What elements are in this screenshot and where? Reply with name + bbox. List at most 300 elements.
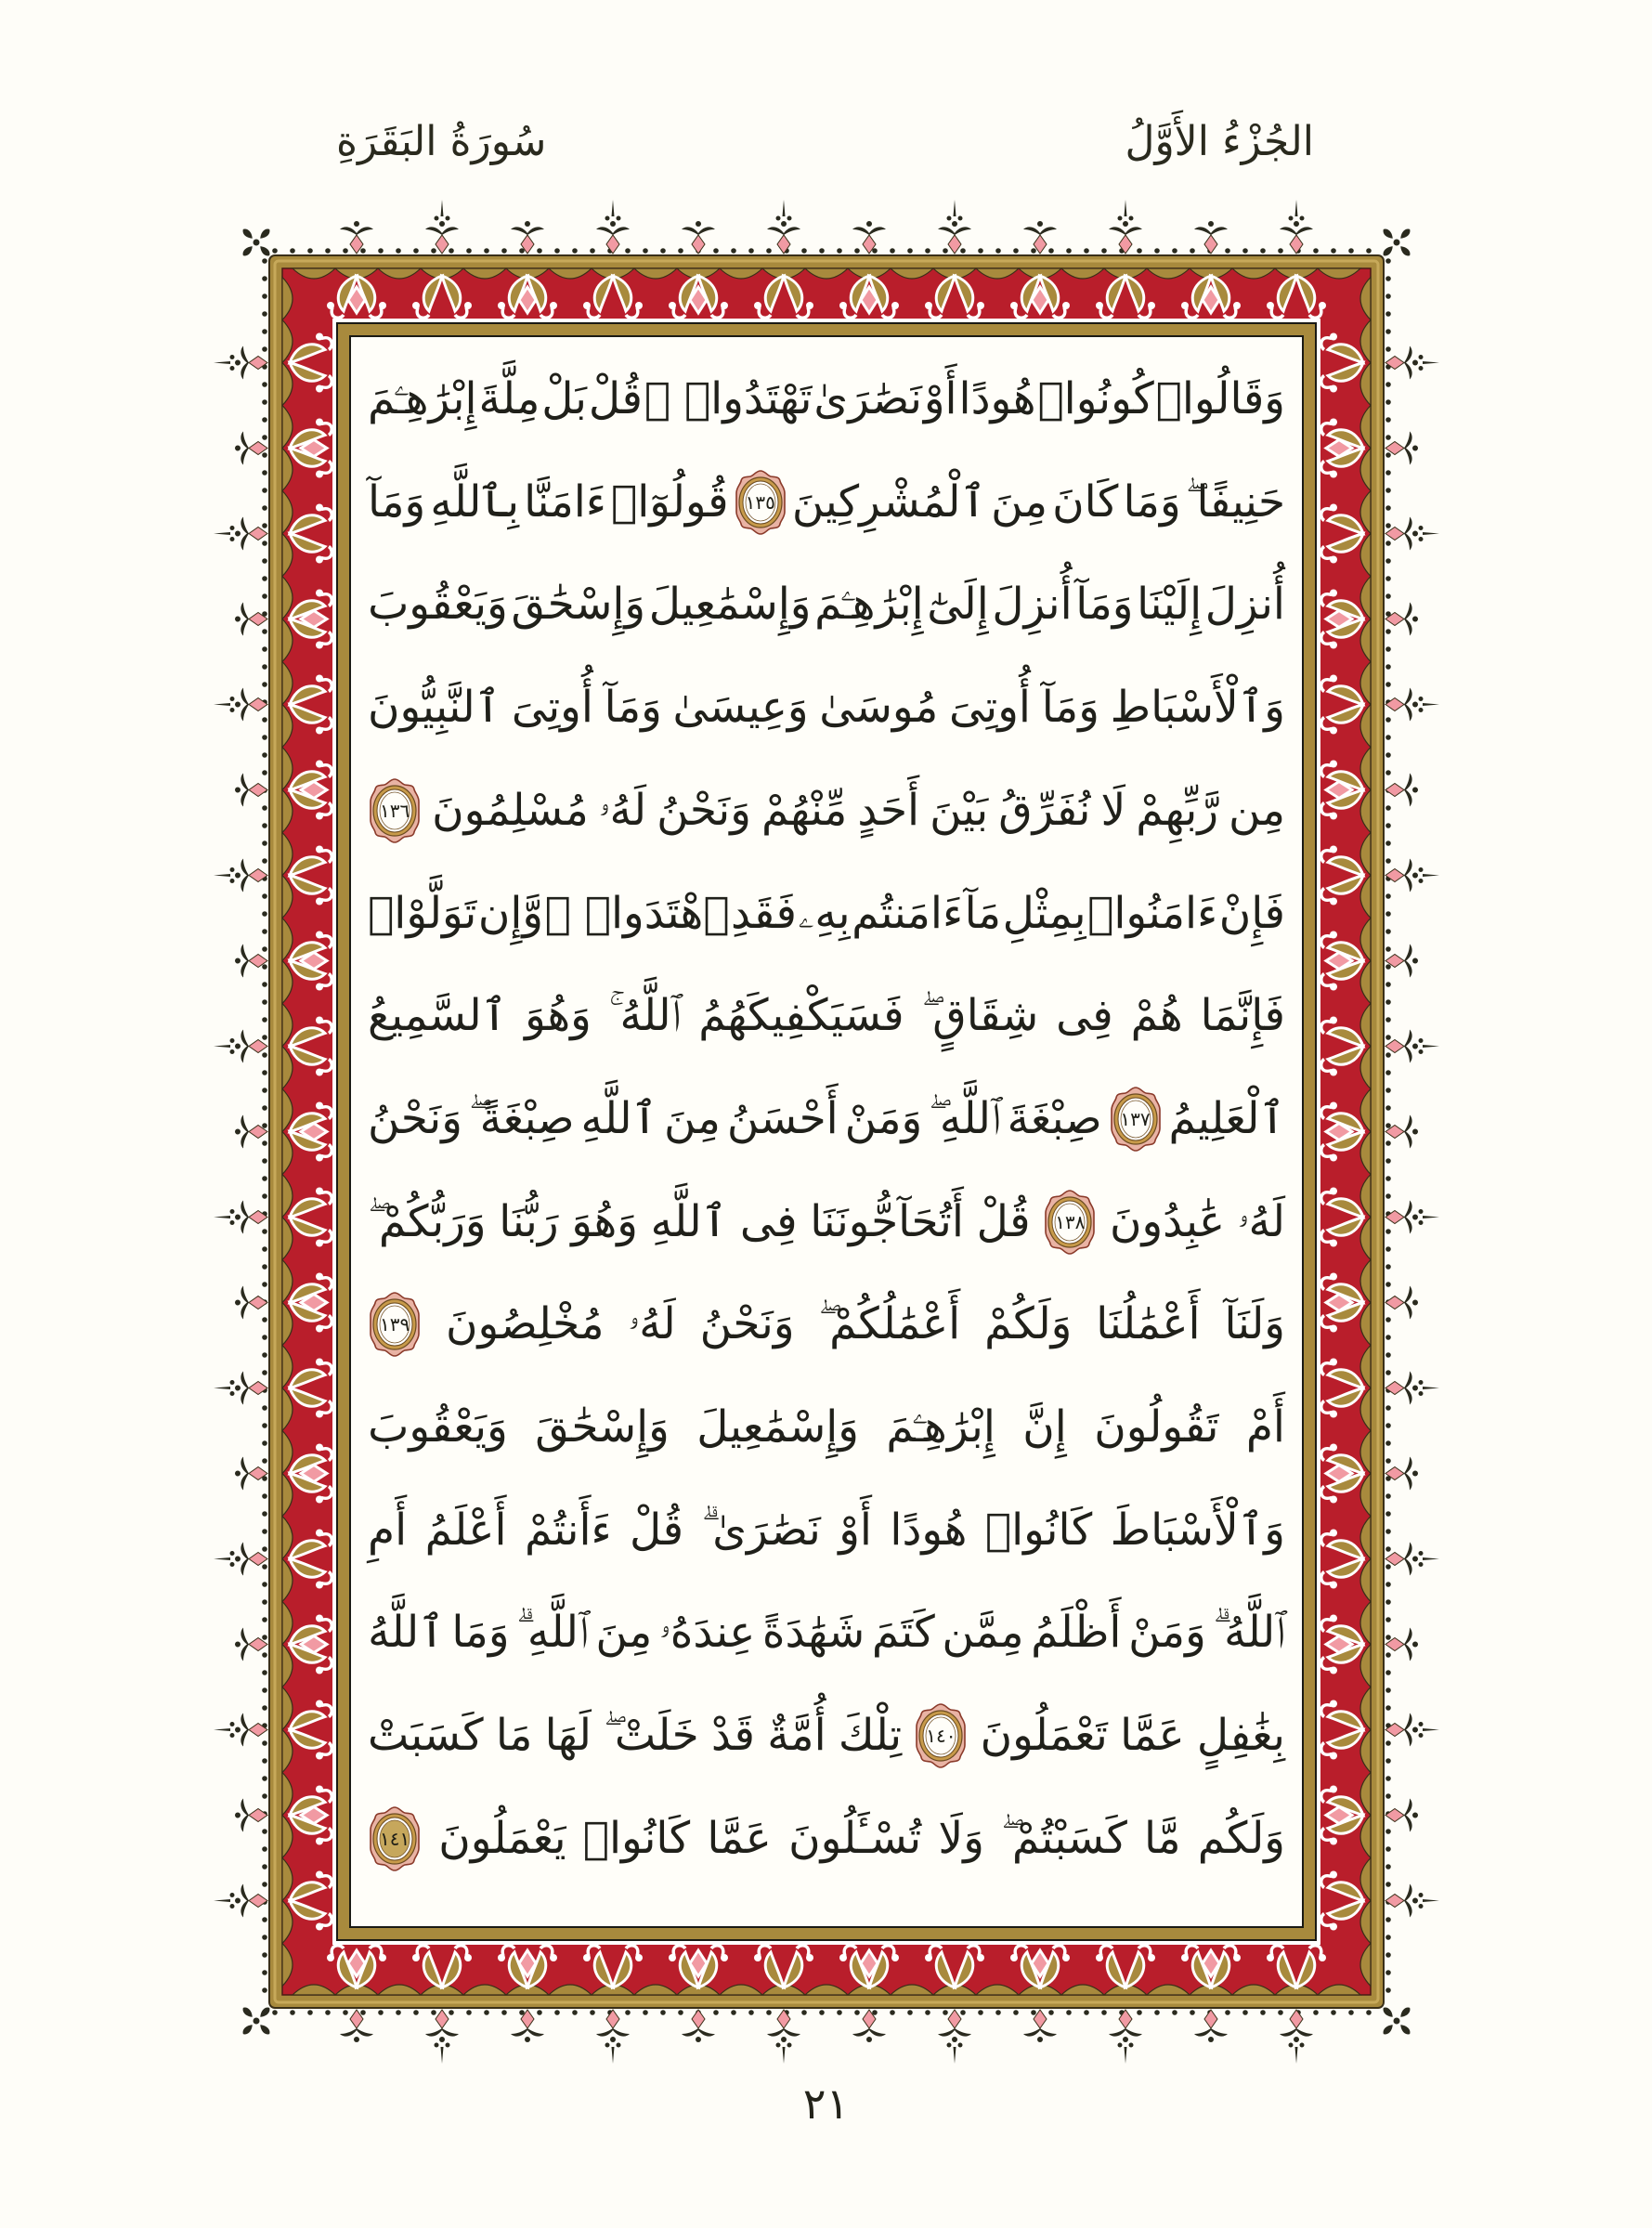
border-dot	[1385, 1793, 1391, 1799]
text-line	[368, 1582, 1285, 1684]
border-dot	[262, 1158, 267, 1164]
word: أَحْسَنُ	[726, 1092, 839, 1144]
pendant-ornament	[1385, 1201, 1439, 1234]
word: لَا	[1100, 784, 1126, 836]
border-dot	[1048, 248, 1054, 254]
word: وَإِسْمَٰعِيلَ	[648, 579, 812, 631]
word: فَقَدِ	[731, 887, 797, 939]
border-dot	[262, 1829, 267, 1834]
word: قُلْ	[630, 1504, 684, 1556]
word: ٱللَّهُ ۚ	[608, 990, 682, 1042]
word: وَلَنَآ	[1224, 1298, 1285, 1350]
ayah-number: ١٣٨	[1055, 1210, 1086, 1233]
border-dot	[1385, 452, 1391, 458]
border-dot	[1385, 1846, 1391, 1852]
border-dot	[1385, 911, 1391, 917]
word: ٱلْعَلِيمُ	[1168, 1092, 1285, 1144]
word: إِبْرَٰهِـۧمَ	[886, 1401, 995, 1453]
border-dot	[262, 682, 267, 687]
border-dot	[262, 558, 267, 564]
border-dot	[262, 488, 267, 493]
word: عِندَهُۥ	[659, 1607, 756, 1659]
border-dot	[1385, 1229, 1391, 1234]
border-dot	[262, 452, 267, 458]
border-dot	[262, 1882, 267, 1887]
word: وَمَآ	[368, 476, 426, 528]
word: بِغَٰفِلٍ	[1196, 1710, 1285, 1762]
border-dot	[262, 435, 267, 440]
text-line	[368, 1376, 1285, 1479]
ayah-marker	[1043, 1189, 1097, 1256]
word: كَسَبَتْ	[368, 1710, 484, 1762]
word: حَنِيفًا ۖ	[1185, 476, 1285, 528]
border-dot	[262, 1564, 267, 1570]
word: شَهَٰدَةً	[761, 1607, 865, 1659]
word: ٱللَّهِ	[580, 1092, 658, 1144]
border-dot	[1154, 248, 1160, 254]
border-dot	[1385, 682, 1391, 687]
word: نَصَٰرَىٰ ۗ	[701, 1504, 821, 1556]
border-dot	[837, 248, 842, 254]
border-dot	[1385, 1740, 1391, 1746]
border-dot	[501, 2010, 507, 2015]
border-dot	[1385, 1687, 1391, 1693]
border-dot	[907, 2010, 913, 2015]
word: أَحَدٍ	[857, 784, 920, 836]
word: نَصَٰرَىٰ	[813, 373, 922, 424]
border-dot	[748, 2010, 754, 2015]
border-dot	[1013, 2010, 1019, 2015]
border-dot	[262, 1282, 267, 1287]
word: لَهُۥ	[628, 1298, 676, 1350]
border-dot	[590, 248, 595, 254]
border-dot	[660, 2010, 666, 2015]
border-dot	[431, 248, 436, 254]
border-dot	[262, 1176, 267, 1181]
word: وَٱلْأَسْبَاطَ	[1110, 1504, 1285, 1556]
border-dot	[907, 248, 913, 254]
border-dot	[1313, 248, 1319, 254]
text-line	[368, 760, 1285, 862]
border-dot	[262, 1670, 267, 1675]
border-dot	[1385, 399, 1391, 405]
border-dot	[1066, 248, 1072, 254]
word: قُولُوٓا۟	[611, 476, 729, 528]
border-dot	[1385, 346, 1391, 352]
border-dot	[360, 2010, 366, 2015]
word: مِنَ	[991, 476, 1048, 528]
border-dot	[1331, 2010, 1336, 2015]
border-dot	[1385, 1582, 1391, 1587]
pendant-ornament	[1385, 688, 1439, 722]
border-dot	[1385, 1123, 1391, 1128]
word: نُفَرِّقُ	[998, 784, 1091, 836]
border-dot	[1101, 248, 1107, 254]
border-dot	[713, 2010, 719, 2015]
border-dot	[748, 248, 754, 254]
word: ءَامَنَّا	[524, 476, 606, 528]
border-dot	[449, 2010, 454, 2015]
border-dot	[262, 1935, 267, 1940]
border-dot	[1385, 417, 1391, 423]
border-dot	[262, 1758, 267, 1764]
word: شِقَاقٍ ۖ	[921, 990, 1039, 1042]
border-dot	[1385, 276, 1391, 281]
word: أَوْ	[839, 1504, 872, 1556]
border-dot	[1385, 1882, 1391, 1887]
border-dot	[1385, 929, 1391, 934]
border-dot	[262, 576, 267, 581]
border-dot	[1385, 382, 1391, 387]
border-dot	[1385, 1529, 1391, 1534]
ayah-number: ١٣٩	[379, 1313, 410, 1336]
pendant-ornament	[214, 1713, 267, 1747]
pendant-ornament	[938, 200, 971, 254]
border-dot	[1385, 1652, 1391, 1658]
word: بَيْنَ	[930, 784, 989, 836]
border-dot	[262, 541, 267, 546]
word: فَإِنَّمَا	[1200, 990, 1285, 1042]
border-dot	[262, 805, 267, 811]
border-dot	[262, 311, 267, 317]
border-dot	[1385, 1370, 1391, 1375]
border-dot	[262, 752, 267, 758]
word: تَوَلَّوْا۟	[368, 887, 477, 939]
word: إِلَىٰٓ	[927, 579, 989, 631]
border-dot	[262, 1105, 267, 1111]
border-dot	[1313, 2010, 1319, 2015]
border-dot	[262, 964, 267, 970]
border-dot	[449, 248, 454, 254]
border-dot	[262, 1405, 267, 1411]
border-dot	[1385, 1935, 1391, 1940]
word: فِى	[1056, 990, 1113, 1042]
pendant-ornament	[214, 1372, 267, 1405]
word: ٱللَّهِ ۗ	[516, 1607, 589, 1659]
border-dot	[262, 1776, 267, 1781]
border-dot	[262, 1264, 267, 1270]
word: وَعِيسَىٰ	[672, 682, 809, 734]
border-dot	[837, 2010, 842, 2015]
word: فَسَيَكْفِيكَهُمُ	[698, 990, 904, 1042]
word: قُلْ	[976, 1195, 1031, 1247]
word: وَإِسْحَٰقَ	[535, 1401, 670, 1453]
border-dot	[943, 2010, 948, 2015]
border-dot	[801, 2010, 807, 2015]
surah-header: سُورَةُ البَقَرَةِ	[336, 118, 547, 165]
border-dot	[262, 1370, 267, 1375]
border-dot	[1385, 329, 1391, 334]
pendant-ornament	[1385, 1372, 1439, 1405]
border-dot	[262, 293, 267, 299]
border-dot	[262, 1246, 267, 1252]
word: وَقَالُوا۟	[1155, 373, 1285, 424]
border-dot	[378, 248, 384, 254]
border-dot	[1385, 1599, 1391, 1605]
border-dot	[1385, 1264, 1391, 1270]
border-dot	[262, 399, 267, 405]
word: بَلْ	[541, 373, 587, 424]
border-dot	[1385, 1511, 1391, 1517]
border-dot	[1385, 999, 1391, 1005]
border-dot	[262, 1952, 267, 1958]
border-dot	[1366, 2010, 1372, 2015]
word: ءَامَنتُم	[852, 887, 964, 939]
word: ٱلسَّمِيعُ	[368, 990, 508, 1042]
border-dot	[325, 248, 331, 254]
border-dot	[1385, 1052, 1391, 1058]
word: بِمِثْلِ	[1002, 887, 1086, 939]
pendant-ornament	[1385, 1713, 1439, 1747]
word: وَلَكُمْ	[984, 1298, 1073, 1350]
word: وَمَنْ	[1128, 1607, 1206, 1659]
border-dot	[262, 258, 267, 264]
text-line	[368, 965, 1285, 1067]
word: أَعْمَٰلُكُمْ ۖ	[818, 1298, 961, 1350]
word: وَمَنْ	[844, 1092, 923, 1144]
border-dot	[960, 2010, 966, 2015]
word: وَهُوَ	[525, 990, 592, 1042]
pendant-ornament	[1385, 1543, 1439, 1576]
border-dot	[1154, 2010, 1160, 2015]
border-dot	[1385, 805, 1391, 811]
word: هُودًا	[958, 373, 1036, 424]
border-dot	[262, 1740, 267, 1746]
border-dot	[413, 248, 419, 254]
word: مِنَ	[595, 1607, 653, 1659]
border-dot	[262, 1193, 267, 1199]
border-dot	[1385, 1335, 1391, 1340]
word: كَانُوا۟	[582, 1812, 691, 1864]
word: وَهُوَ	[571, 1195, 638, 1247]
word: وَمَآ	[604, 682, 662, 734]
border-dot	[713, 248, 719, 254]
word: أُوتِىَ	[511, 682, 593, 734]
border-dot	[678, 248, 683, 254]
border-dot	[262, 1123, 267, 1128]
border-dot	[262, 276, 267, 281]
text-line	[368, 1788, 1285, 1890]
word: عَمَّا	[1120, 1710, 1185, 1762]
border-dot	[1385, 1405, 1391, 1411]
word: أَمِ	[368, 1504, 408, 1556]
juz-header: الجُزْءُ الأَوَّلُ	[1125, 118, 1314, 165]
word: مَآ	[964, 887, 1002, 939]
word: أُوتِىَ	[948, 682, 1031, 734]
border-dot	[262, 1599, 267, 1605]
pendant-ornament	[214, 517, 267, 551]
border-dot	[360, 248, 366, 254]
border-dot	[537, 2010, 542, 2015]
word: أَوْ	[923, 373, 957, 424]
border-dot	[262, 1229, 267, 1234]
border-dot	[995, 2010, 1001, 2015]
border-dot	[262, 629, 267, 634]
word: أُنزِلَ	[992, 579, 1073, 631]
pendant-ornament	[235, 774, 267, 807]
pendant-ornament	[1385, 346, 1439, 380]
ayah-number: ١٤١	[379, 1827, 410, 1850]
border-dot	[1278, 2010, 1283, 2015]
border-dot	[1385, 1246, 1391, 1252]
border-dot	[262, 664, 267, 670]
border-dot	[262, 982, 267, 987]
border-dot	[1385, 946, 1391, 952]
pendant-ornament	[214, 859, 267, 893]
word: ءَأَنتُمْ	[524, 1504, 612, 1556]
border-dot	[890, 2010, 895, 2015]
border-dot	[978, 248, 983, 254]
border-dot	[262, 717, 267, 723]
pendant-ornament	[596, 200, 630, 254]
border-dot	[554, 2010, 560, 2015]
word: وَنَحْنُ	[699, 1298, 795, 1350]
border-dot	[1385, 1864, 1391, 1870]
border-dot	[1385, 982, 1391, 987]
border-dot	[1385, 1440, 1391, 1446]
border-dot	[1385, 576, 1391, 581]
pendant-ornament	[1385, 1799, 1418, 1832]
pendant-ornament	[1194, 221, 1228, 254]
pendant-ornament	[938, 2010, 971, 2064]
border-dot	[1385, 770, 1391, 775]
border-dot	[572, 2010, 578, 2015]
border-dot	[262, 893, 267, 899]
word: وَإِسْحَٰقَ	[511, 579, 646, 631]
pendant-ornament	[767, 200, 800, 254]
border-dot	[854, 2010, 860, 2015]
word: كَتَمَ	[871, 1607, 935, 1659]
border-dot	[1385, 735, 1391, 740]
border-dot	[995, 248, 1001, 254]
word: ٱللَّهِ	[650, 1195, 728, 1247]
border-dot	[272, 2010, 278, 2015]
border-dot	[925, 2010, 930, 2015]
word: أَعْمَٰلُنَا	[1096, 1298, 1201, 1350]
border-dot	[262, 1088, 267, 1093]
border-dot	[625, 248, 631, 254]
border-dot	[572, 248, 578, 254]
word: عَمَّا	[707, 1812, 772, 1864]
border-dot	[1260, 2010, 1266, 2015]
ayah-marker	[914, 1702, 968, 1769]
border-dot	[290, 248, 295, 254]
word: وَنَحْنُ	[368, 1092, 462, 1144]
border-dot	[262, 1493, 267, 1499]
border-dot	[1385, 1105, 1391, 1111]
border-dot	[1385, 1493, 1391, 1499]
border-dot	[731, 248, 736, 254]
border-dot	[1385, 1352, 1391, 1358]
border-dot	[1385, 258, 1391, 264]
border-dot	[262, 1035, 267, 1040]
border-dot	[343, 248, 348, 254]
word: فِى	[739, 1195, 798, 1247]
text-line	[368, 1171, 1285, 1273]
border-dot	[731, 2010, 736, 2015]
border-dot	[484, 248, 489, 254]
pendant-ornament	[214, 346, 267, 380]
border-dot	[1385, 840, 1391, 846]
border-dot	[1031, 2010, 1036, 2015]
ayah-marker	[734, 469, 787, 536]
text-line	[368, 863, 1285, 965]
border-dot	[590, 2010, 595, 2015]
word: أَمْ	[1245, 1401, 1285, 1453]
word: تُسْـَٔلُونَ	[788, 1812, 922, 1864]
border-dot	[1242, 2010, 1248, 2015]
border-dot	[1278, 248, 1283, 254]
word: هُمْ	[1130, 990, 1183, 1042]
border-dot	[262, 1440, 267, 1446]
border-dot	[1385, 1176, 1391, 1181]
border-dot	[1385, 1317, 1391, 1322]
border-dot	[290, 2010, 295, 2015]
border-dot	[262, 382, 267, 387]
border-dot	[1385, 964, 1391, 970]
border-dot	[262, 646, 267, 652]
word: إِبْرَٰهِـۧمَ	[814, 579, 924, 631]
word: مِمَّن	[942, 1607, 1024, 1659]
pendant-ornament	[1280, 200, 1313, 254]
border-dot	[1101, 2010, 1107, 2015]
pendant-ornament	[1385, 517, 1439, 551]
word: مِنَ	[664, 1092, 721, 1144]
word: ٱلْمُشْرِكِينَ	[791, 476, 987, 528]
ayah-number: ١٣٧	[1120, 1107, 1151, 1130]
border-dot	[262, 346, 267, 352]
border-dot	[943, 248, 948, 254]
word: مُسْلِمُونَ	[432, 784, 589, 836]
text-line	[368, 1068, 1285, 1170]
pendant-ornament	[1385, 1286, 1418, 1320]
border-dot	[262, 1793, 267, 1799]
border-dot	[262, 1864, 267, 1870]
border-dot	[1385, 717, 1391, 723]
word: وَّإِن	[477, 887, 544, 939]
word: وَرَبُّكُمْ ۖ	[368, 1195, 487, 1247]
word: فَإِنْ	[1218, 887, 1285, 939]
word: كَسَبْتُمْ ۖ	[1001, 1812, 1127, 1864]
border-dot	[262, 1140, 267, 1146]
border-dot	[262, 1970, 267, 1975]
border-dot	[262, 1317, 267, 1322]
border-dot	[925, 248, 930, 254]
pendant-ornament	[214, 1201, 267, 1234]
border-dot	[1084, 2010, 1089, 2015]
border-dot	[262, 946, 267, 952]
border-dot	[262, 470, 267, 476]
border-dot	[272, 248, 278, 254]
border-dot	[262, 523, 267, 528]
border-dot	[643, 248, 648, 254]
border-dot	[1385, 293, 1391, 299]
border-dot	[378, 2010, 384, 2015]
border-dot	[1385, 1758, 1391, 1764]
border-dot	[396, 2010, 401, 2015]
word: وَلَكُم	[1197, 1812, 1285, 1864]
border-dot	[766, 2010, 772, 2015]
border-dot	[262, 1546, 267, 1552]
word: وَمَآ	[1041, 682, 1099, 734]
border-dot	[1385, 1158, 1391, 1164]
text-line	[368, 1479, 1285, 1582]
pendant-ornament	[425, 2010, 459, 2064]
border-dot	[1385, 1987, 1391, 1993]
word: عَٰبِدُونَ	[1109, 1195, 1226, 1247]
pendant-ornament	[214, 1030, 267, 1063]
border-dot	[262, 1352, 267, 1358]
